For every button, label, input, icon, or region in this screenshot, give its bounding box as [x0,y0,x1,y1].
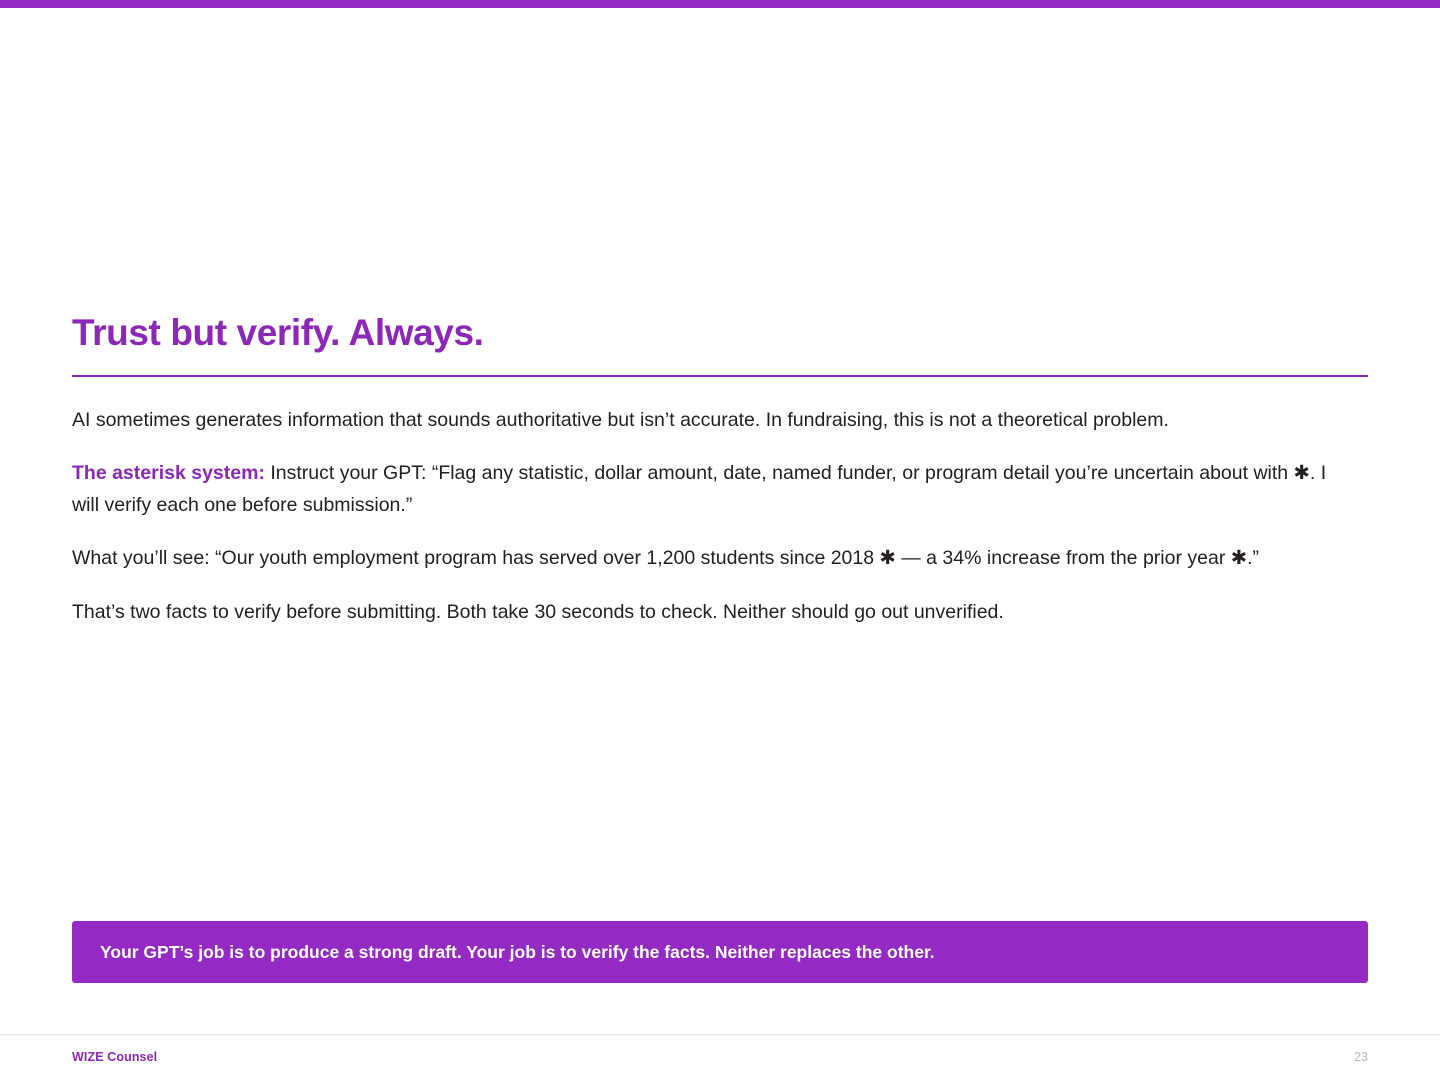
what-youll-see-text: What you’ll see: “Our youth employment program has served over 1,200 students since 2018 ✱ — a 34% increase from the prior year ✱.” [72,547,1259,570]
callout-text: Your GPT’s job is to produce a strong draft. Your job is to verify the facts. Neither replaces the other. [100,941,935,962]
paragraph-verify-note [72,597,1357,629]
title-divider [72,375,1368,377]
top-accent-bar [0,0,1440,8]
callout-banner [72,921,1368,983]
paragraph-intro [72,405,1357,437]
page-title: Trust but verify. Always. [72,312,484,353]
paragraph-intro-text: AI sometimes generates information that sounds authoritative but isn’t accurate. In fundraising, this is not a theoretical problem. [72,408,1169,431]
verify-note-text: That’s two facts to verify before submitting. Both take 30 seconds to check. Neither should go out unverified. [72,600,1004,623]
asterisk-system-text: Instruct your GPT: “Flag any statistic, dollar amount, date, named funder, or program detail you’re uncertain about with ✱. I will verify each one before submission.” [72,462,1327,516]
footer-brand: WIZE Counsel [72,1050,158,1064]
footer-divider [0,1034,1440,1035]
paragraph-asterisk-system [72,458,1357,521]
paragraph-what-youll-see [72,543,1357,575]
footer-page-number: 23 [1354,1050,1368,1064]
slide-content [72,312,1368,628]
asterisk-system-label: The asterisk system: [72,462,265,485]
